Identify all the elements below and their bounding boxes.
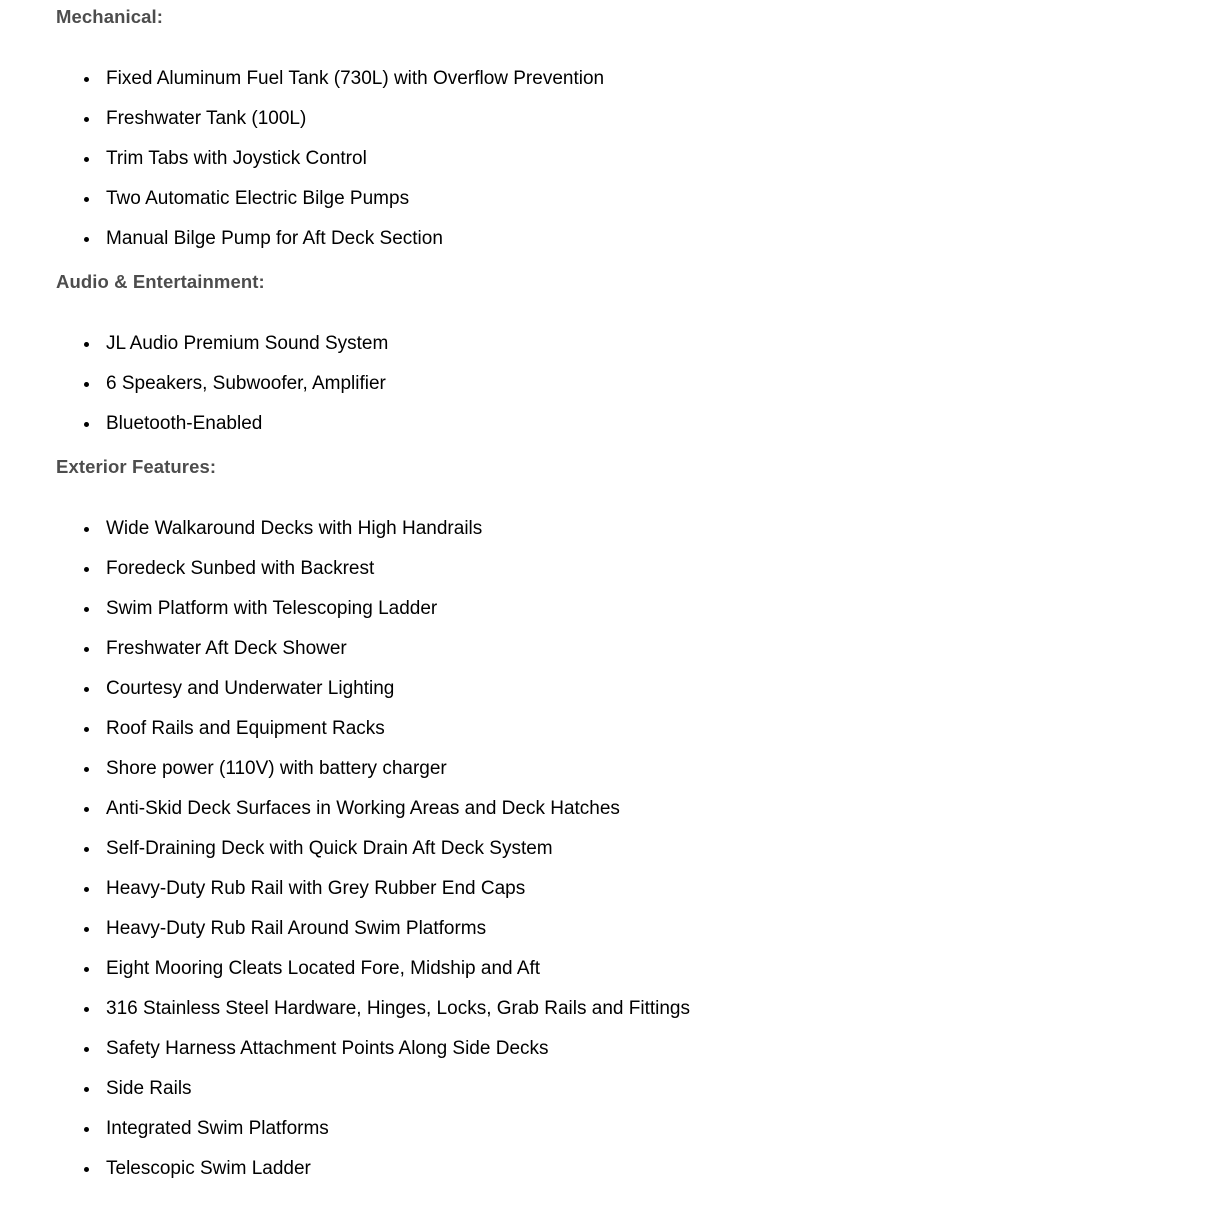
bullet-icon: [84, 527, 89, 532]
list-item: [106, 517, 1210, 541]
list-item-text: Swim Platform with Telescoping Ladder: [106, 598, 438, 619]
list-item-text: Wide Walkaround Decks with High Handrails: [106, 518, 483, 539]
list-item: [106, 227, 1210, 251]
bullet-icon: [84, 967, 89, 972]
list-item: [106, 877, 1210, 901]
list-item: [106, 597, 1210, 621]
bullet-icon: [84, 157, 89, 162]
bullet-icon: [84, 807, 89, 812]
list-item: [106, 997, 1210, 1021]
list-item: [106, 917, 1210, 941]
section-heading: Audio & Entertainment:: [56, 271, 265, 292]
bullet-icon: [84, 1167, 89, 1172]
list-item-text: 316 Stainless Steel Hardware, Hinges, Locks, Grab Rails and Fittings: [106, 998, 690, 1019]
list-item-text: JL Audio Premium Sound System: [106, 333, 389, 354]
list-item: [106, 107, 1210, 131]
bullet-icon: [84, 382, 89, 387]
list-item-text: Manual Bilge Pump for Aft Deck Section: [106, 228, 443, 249]
list-item: [106, 1037, 1210, 1061]
bullet-icon: [84, 1087, 89, 1092]
list-item: [106, 1117, 1210, 1141]
list-item: [106, 187, 1210, 211]
list-item: [106, 957, 1210, 981]
list-item-text: Telescopic Swim Ladder: [106, 1158, 311, 1179]
bullet-icon: [84, 767, 89, 772]
list-item-text: Trim Tabs with Joystick Control: [106, 148, 367, 169]
list-item: [106, 717, 1210, 741]
bullet-icon: [84, 117, 89, 122]
list-item-text: Eight Mooring Cleats Located Fore, Midship and Aft: [106, 958, 541, 979]
bullet-icon: [84, 567, 89, 572]
list-item: [106, 1077, 1210, 1101]
list-item: [106, 147, 1210, 171]
bullet-icon: [84, 237, 89, 242]
bullet-icon: [84, 1007, 89, 1012]
bullet-icon: [84, 1047, 89, 1052]
spec-list: [56, 332, 1210, 436]
bullet-icon: [84, 422, 89, 427]
list-item: [106, 797, 1210, 821]
bullet-icon: [84, 342, 89, 347]
spec-list: [56, 67, 1210, 251]
bullet-icon: [84, 727, 89, 732]
list-item-text: Roof Rails and Equipment Racks: [106, 718, 385, 739]
list-item-text: Self-Draining Deck with Quick Drain Aft Deck System: [106, 838, 553, 859]
bullet-icon: [84, 607, 89, 612]
list-item: [106, 837, 1210, 861]
list-item-text: Two Automatic Electric Bilge Pumps: [106, 188, 410, 209]
section-heading: Exterior Features:: [56, 456, 217, 477]
list-item-text: Courtesy and Underwater Lighting: [106, 678, 395, 699]
bullet-icon: [84, 927, 89, 932]
list-item: [106, 412, 1210, 436]
list-item-text: Heavy-Duty Rub Rail with Grey Rubber End Caps: [106, 878, 526, 899]
list-item: [106, 677, 1210, 701]
list-item: [106, 757, 1210, 781]
list-item-text: 6 Speakers, Subwoofer, Amplifier: [106, 373, 386, 394]
list-item-text: Safety Harness Attachment Points Along Side Decks: [106, 1038, 549, 1059]
list-item-text: Anti-Skid Deck Surfaces in Working Areas and Deck Hatches: [106, 798, 620, 819]
section-heading: Mechanical:: [56, 6, 163, 27]
bullet-icon: [84, 887, 89, 892]
list-item: [106, 372, 1210, 396]
list-item: [106, 332, 1210, 356]
list-item-text: Bluetooth-Enabled: [106, 413, 263, 434]
list-item-text: Freshwater Aft Deck Shower: [106, 638, 347, 659]
list-item-text: Freshwater Tank (100L): [106, 108, 307, 129]
bullet-icon: [84, 687, 89, 692]
bullet-icon: [84, 1127, 89, 1132]
list-item: [106, 67, 1210, 91]
bullet-icon: [84, 647, 89, 652]
list-item-text: Shore power (110V) with battery charger: [106, 758, 447, 779]
list-item-text: Foredeck Sunbed with Backrest: [106, 558, 375, 579]
list-item-text: Integrated Swim Platforms: [106, 1118, 329, 1139]
list-item: [106, 557, 1210, 581]
bullet-icon: [84, 197, 89, 202]
bullet-icon: [84, 77, 89, 82]
spec-list: [56, 517, 1210, 1181]
list-item-text: Side Rails: [106, 1078, 192, 1099]
bullet-icon: [84, 847, 89, 852]
list-item-text: Fixed Aluminum Fuel Tank (730L) with Overflow Prevention: [106, 68, 605, 89]
list-item-text: Heavy-Duty Rub Rail Around Swim Platforms: [106, 918, 487, 939]
list-item: [106, 637, 1210, 661]
list-item: [106, 1157, 1210, 1181]
